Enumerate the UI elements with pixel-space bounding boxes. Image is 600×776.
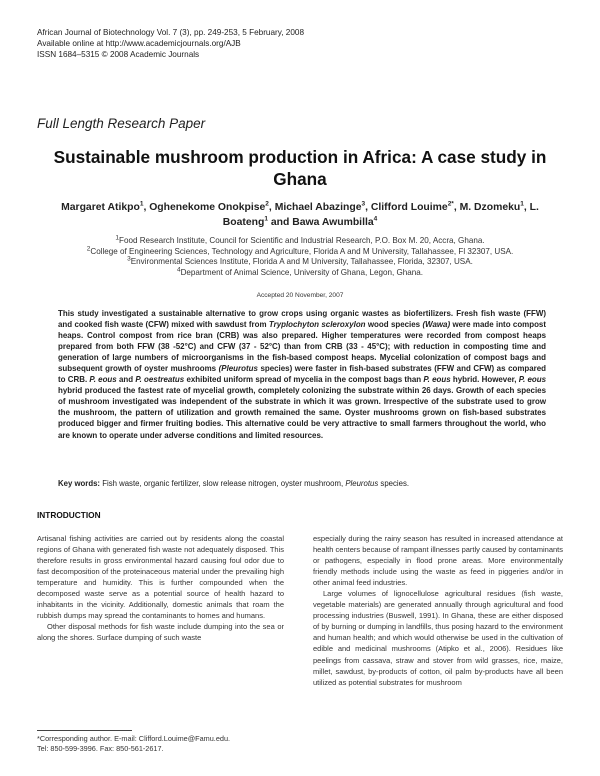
paper-type-label: Full Length Research Paper (37, 116, 206, 131)
paragraph: Large volumes of lignocellulose agricultural residues (fish waste, vegetable materials) are generated annually through agricultural and food processing industries (Buswell, 1991). In Ghana, these are either disposed of by burning or dumping in landfills, thus posing hazard to the environment and human health; and which would otherwise be used in the cultivation of edible and medicinal mushrooms (Atipko et al., 2006). Residues like peelings from cassava, straw and stover from wild grasses, rice, maize, millet, sawdust, by-products of cotton, oil palm by-products have all been utilized as potential substrates for mushroom (313, 589, 563, 687)
author: Michael Abazinge$^3$ (274, 200, 366, 213)
corresponding-author-email: *Corresponding author. E-mail: Clifford.Louime@Famu.edu. (37, 734, 231, 743)
paragraph: Other disposal methods for fish waste include dumping into the sea or along the shores. Surface dumping of such waste (37, 622, 284, 643)
abstract: This study investigated a sustainable alternative to grow crops using organic wastes as biofertilizers. Fresh fish waste (FFW) and cooked fish waste (CFW) mixed with sawdust from Tryplochyton scleroxylon wood species (Wawa) were made into compost heaps. Control compost from rice bran (CRB) was also prepared. Higher temperatures were recorded from compost heaps prepared from both FFW (38 -52°C) and CFW (37 - 52°C) than from CRB (33 - 45°C); with reduction in composting time and generation of large numbers of microorganisms in the fish-based compost heaps. Mycelial colonization of compost bags and subsequent growth of oyster mushrooms (Pleurotus species) were faster in fish-based substrates (FFW and CFW) as compared to CRB. P. eous and P. oestreatus exhibited uniform spread of mycelia in the compost bags than P. eous hybrid. However, P. eous hybrid produced the fastest rate of mycelial growth, completely colonizing the substrate within 26 days. Growth of each species of mushroom investigated was independent of the substrate in which it was grown. Irrespective of the substrate used to grow the mushroom, the pattern of utilization and growth remained the same. Oyster mushrooms grown on fish-based substrates produced bigger and firmer fruiting bodies. This alternative could be very attractive to small farmers throughout the world, who are known to operate under adverse conditions and limited resources. (58, 309, 547, 440)
footnote (37, 734, 230, 754)
keywords: Key words: Fish waste, organic fertilizer, slow release nitrogen, oyster mushroom, Pleurotus species. (58, 479, 410, 488)
journal-url: Available online at http://www.academicjournals.org/AJB (37, 39, 241, 48)
author: Oghenekome Onokpise$^2$ (149, 200, 269, 213)
corresponding-author-phone: Tel: 850-599-3996. Fax: 850-561-2617. (37, 744, 164, 753)
journal-citation: African Journal of Biotechnology Vol. 7 (3), pp. 249-253, 5 February, 2008 (37, 28, 305, 37)
affiliation: $^1$Food Research Institute, Council for Scientific and Industrial Research, P.O. Box M. 20, Accra, Ghana. (115, 234, 485, 245)
author-list: Margaret Atikpo$^1$, Oghenekome Onokpise$^2$, Michael Abazinge$^3$, Clifford Louime$^{2*}$, M. Dzomeku$^1$, L. Boateng$^1$ and Bawa Awumbilla$^4$ (61, 200, 539, 228)
author: Bawa Awumbilla$^4$ (292, 215, 378, 228)
author: L. Boateng$^1$ (222, 202, 539, 228)
left-column (37, 533, 284, 643)
right-column (313, 533, 563, 688)
affiliation: $^3$Environmental Sciences Institute, Florida A and M University, Tallahassee, Florida, 32307, USA. (127, 255, 473, 266)
affiliations (24, 236, 576, 278)
keywords-label: Key words: (58, 479, 101, 488)
journal-issn: ISSN 1684–5315 © 2008 Academic Journals (37, 50, 200, 59)
author: Clifford Louime$^{2*}$ (370, 200, 454, 213)
introduction-heading: INTRODUCTION (37, 510, 101, 520)
affiliation: $^4$Department of Animal Science, University of Ghana, Legon, Ghana. (176, 265, 424, 277)
footnote-divider (37, 730, 132, 731)
affiliation: $^2$College of Engineering Sciences, Technology and Agriculture, Florida A and M University, Tallahassee, Fl 32307, USA. (86, 244, 514, 256)
paragraph: especially during the rainy season has resulted in increased attendance at health centers because of rampant illnesses partly caused by contaminants or pathogens, especially in flood prone areas. More environmentally friendly methods include using the waste as feed in piggeries and/or in other animal feed industries. (313, 534, 563, 588)
accepted-date: Accepted 20 November, 2007 (256, 292, 344, 299)
paragraph: Artisanal fishing activities are carried out by residents along the coastal regions of Ghana with generated fish waste not adequately disposed. This therefore results in gross environmental hazard causing foul odor due to fast decomposition of the proteinaceous material under the prevailing high temperature and humidity. This is further compounded when the decomposed waste serve as a potential source of health hazard to inhabitants in the vicinity. Additionally, domestic animals that roam the rubbish dumps may spread the contaminants to homes and humans. (37, 534, 284, 621)
journal-header (37, 27, 304, 60)
paper-title: Sustainable mushroom production in Africa: A case study in Ghana (53, 147, 547, 189)
author: Margaret Atikpo$^1$ (61, 200, 144, 213)
author: M. Dzomeku$^1$ (459, 200, 524, 213)
